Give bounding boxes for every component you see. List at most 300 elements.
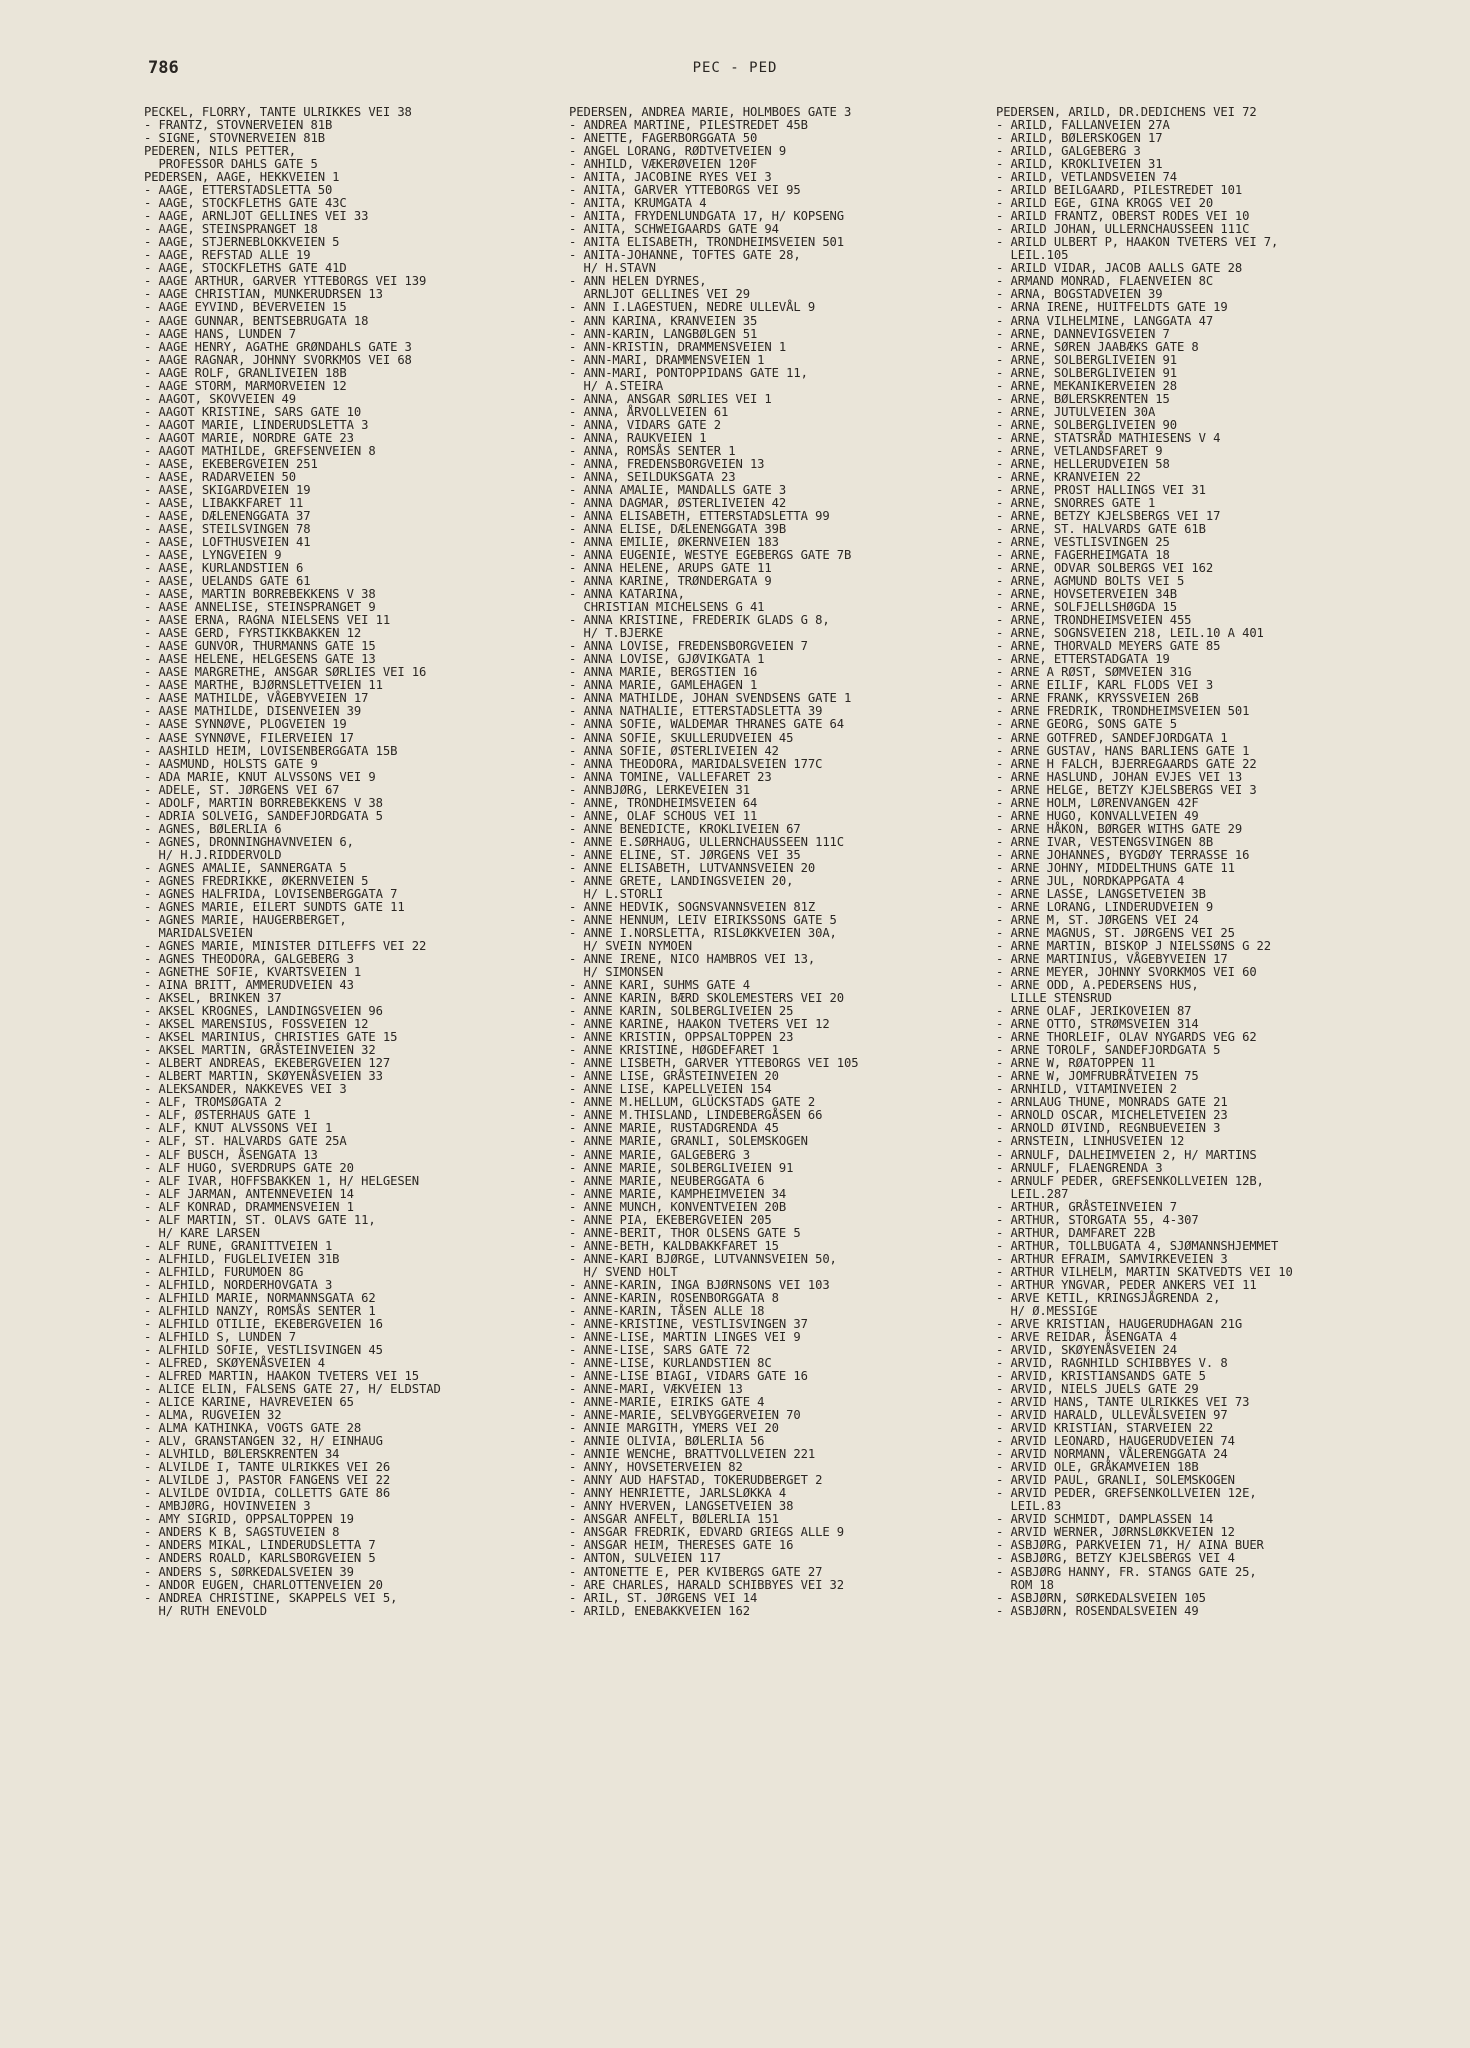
directory-entry: - ARNE, SOLBERGLIVEIEN 91 — [996, 365, 1177, 380]
directory-entry: PROFESSOR DAHLS GATE 5 — [144, 157, 318, 172]
directory-entry: - ARVID PAUL, GRANLI, SOLEMSKOGEN — [996, 1473, 1235, 1488]
directory-entry: - ANITA, FRYDENLUNDGATA 17, H/ KOPSENG — [569, 209, 845, 224]
directory-entry: - ANNE-LISE BIAGI, VIDARS GATE 16 — [569, 1369, 808, 1384]
directory-entry: - ARVE KETIL, KRINGSJÅGRENDA 2, — [996, 1290, 1221, 1305]
directory-entry: - ANNE LISE, GRÅSTEINVEIEN 20 — [569, 1069, 779, 1084]
directory-entry: - ARILD EGE, GINA KROGS VEI 20 — [996, 196, 1214, 211]
directory-entry: - ARNE, BETZY KJELSBERGS VEI 17 — [996, 508, 1221, 523]
directory-entry: - ARNE, FAGERHEIMGATA 18 — [996, 548, 1170, 563]
directory-entry: - ANNA AMALIE, MANDALLS GATE 3 — [569, 482, 787, 497]
directory-entry: - ANNE-KRISTINE, VESTLISVINGEN 37 — [569, 1316, 808, 1331]
directory-entry: - AASE ANNELISE, STEINSPRANGET 9 — [144, 600, 376, 615]
directory-entry: - ARILD JOHAN, ULLERNCHAUSSEEN 111C — [996, 222, 1250, 237]
directory-entry: - AAGE, STOCKFLETHS GATE 43C — [144, 196, 347, 211]
directory-entry: - ALF, TROMSØGATA 2 — [144, 1095, 282, 1110]
directory-entry: - ANNE-KARIN, TÅSEN ALLE 18 — [569, 1303, 765, 1318]
directory-entry: - ARTHUR YNGVAR, PEDER ANKERS VEI 11 — [996, 1277, 1257, 1292]
directory-entry: - ARNE EILIF, KARL FLODS VEI 3 — [996, 678, 1214, 693]
directory-entry: - AKSEL MARTIN, GRÅSTEINVEIEN 32 — [144, 1043, 376, 1058]
directory-entry: - ARNE, SØREN JAABÆKS GATE 8 — [996, 339, 1199, 354]
directory-entry: - ANN KARINA, KRANVEIEN 35 — [569, 313, 758, 328]
directory-entry: - ARNE LASSE, LANGSETVEIEN 3B — [996, 886, 1206, 901]
directory-entry: - AGNES, BØLERLIA 6 — [144, 821, 282, 836]
directory-entry: - AASE, EKEBERGVEIEN 251 — [144, 456, 318, 471]
directory-entry: PECKEL, FLORRY, TANTE ULRIKKES VEI 38 — [144, 106, 412, 119]
directory-entry: - ANNE MARIE, SOLBERGLIVEIEN 91 — [569, 1160, 794, 1175]
directory-entry: - ARNE MEYER, JOHNNY SVORKMOS VEI 60 — [996, 965, 1257, 980]
directory-entry: - ANN HELEN DYRNES, — [569, 274, 707, 289]
directory-entry: - ARILD ULBERT P, HAAKON TVETERS VEI 7, — [996, 235, 1279, 250]
directory-entry: - ARILD BEILGAARD, PILESTREDET 101 — [996, 183, 1243, 198]
directory-entry: - ALFHILD, NORDERHOVGATA 3 — [144, 1277, 333, 1292]
directory-entry: - ANNY HENRIETTE, JARLSLØKKA 4 — [569, 1486, 787, 1501]
directory-entry: - ALICE ELIN, FALSENS GATE 27, H/ ELDSTAD — [144, 1382, 441, 1397]
directory-entry: - ANNE M.THISLAND, LINDEBERGÅSEN 66 — [569, 1108, 823, 1123]
directory-entry: - ANNE, TRONDHEIMSVEIEN 64 — [569, 795, 758, 810]
directory-entry: - ANNE IRENE, NICO HAMBROS VEI 13, — [569, 952, 816, 967]
directory-entry: - AAGE, ETTERSTADSLETTA 50 — [144, 183, 333, 198]
directory-entry: - ANITA, GARVER YTTEBORGS VEI 95 — [569, 183, 801, 198]
directory-entry: - ARNE, TRONDHEIMSVEIEN 455 — [996, 613, 1192, 628]
directory-entry: - ANNA NATHALIE, ETTERSTADSLETTA 39 — [569, 704, 823, 719]
directory-entry: - ARNE, ST. HALVARDS GATE 61B — [996, 522, 1206, 536]
directory-entry: - ANNE-BETH, KALDBAKKFARET 15 — [569, 1238, 779, 1253]
directory-entry: PEDERSEN, ANDREA MARIE, HOLMBOES GATE 3 — [569, 106, 852, 119]
directory-entry: - ANN I.LAGESTUEN, NEDRE ULLEVÅL 9 — [569, 300, 816, 315]
directory-entry: - ANNE-KARIN, INGA BJØRNSONS VEI 103 — [569, 1277, 830, 1292]
directory-entry: - ANNE LISBETH, GARVER YTTEBORGS VEI 105 — [569, 1056, 859, 1071]
directory-entry: - AAGE CHRISTIAN, MUNKERUDRSEN 13 — [144, 287, 383, 302]
directory-entry: - ARNA VILHELMINE, LANGGATA 47 — [996, 313, 1214, 328]
directory-entry: - ANNE I.NORSLETTA, RISLØKKVEIEN 30A, — [569, 925, 837, 940]
directory-entry: - ARNE, KRANVEIEN 22 — [996, 469, 1141, 484]
directory-entry: H/ L.STORLI — [569, 886, 664, 901]
directory-entry: - ALF HUGO, SVERDRUPS GATE 20 — [144, 1160, 354, 1175]
directory-entry: - ANNE KARIN, SOLBERGLIVEIEN 25 — [569, 1004, 794, 1019]
directory-entry: - ARVID WERNER, JØRNSLØKKVEIEN 12 — [996, 1525, 1235, 1540]
directory-entry: - AGNES AMALIE, SANNERGATA 5 — [144, 860, 347, 875]
directory-entry: - ANNA LOVISE, FREDENSBORGVEIEN 7 — [569, 639, 808, 654]
directory-entry: - ANNE BENEDICTE, KROKLIVEIEN 67 — [569, 821, 801, 836]
directory-entry: - ANNA DAGMAR, ØSTERLIVEIEN 42 — [569, 495, 787, 510]
directory-entry: - ARNE JOHANNES, BYGDØY TERRASSE 16 — [996, 847, 1250, 862]
directory-entry: - ALVILDE OVIDIA, COLLETTS GATE 86 — [144, 1486, 391, 1501]
directory-entry: ROM 18 — [996, 1577, 1054, 1592]
directory-entry: LEIL.287 — [996, 1186, 1069, 1201]
directory-entry: - ALMA, RUGVEIEN 32 — [144, 1408, 282, 1423]
directory-entry: - ARILD VIDAR, JACOB AALLS GATE 28 — [996, 261, 1243, 276]
directory-entry: - ANNA, FREDENSBORGVEIEN 13 — [569, 456, 765, 471]
directory-entry: - AASE ERNA, RAGNA NIELSENS VEI 11 — [144, 613, 391, 628]
directory-entry: - ANNE-BERIT, THOR OLSENS GATE 5 — [569, 1225, 801, 1240]
directory-entry: - ANNE-KARIN, ROSENBORGGATA 8 — [569, 1290, 779, 1305]
directory-entry: - ANNE E.SØRHAUG, ULLERNCHAUSSEEN 111C — [569, 834, 845, 849]
directory-entry: - AMY SIGRID, OPPSALTOPPEN 19 — [144, 1512, 354, 1527]
directory-entry: H/ SVEIN NYMOEN — [569, 939, 693, 953]
directory-entry: - ADA MARIE, KNUT ALVSSONS VEI 9 — [144, 769, 376, 784]
directory-entry: - ANDERS K B, SAGSTUVEIEN 8 — [144, 1525, 340, 1540]
directory-entry: - ANNE-KARI BJØRGE, LUTVANNSVEIEN 50, — [569, 1251, 837, 1266]
directory-entry: - ANNA SOFIE, SKULLERUDVEIEN 45 — [569, 730, 794, 745]
directory-entry: - ARNE MAGNUS, ST. JØRGENS VEI 25 — [996, 925, 1235, 940]
directory-entry: - ANNA SOFIE, WALDEMAR THRANES GATE 64 — [569, 717, 845, 732]
directory-entry: PEDEREN, NILS PETTER, — [144, 144, 296, 159]
directory-entry: - ALF, ØSTERHAUS GATE 1 — [144, 1108, 311, 1123]
directory-entry: - ALFHILD S, LUNDEN 7 — [144, 1329, 296, 1344]
directory-entry: - ALF MARTIN, ST. OLAVS GATE 11, — [144, 1212, 376, 1227]
directory-entry: H/ T.BJERKE — [569, 626, 664, 641]
directory-entry: - ARNE ODD, A.PEDERSENS HUS, — [996, 978, 1199, 993]
directory-entry: - ANNE KARIN, BÆRD SKOLEMESTERS VEI 20 — [569, 991, 845, 1006]
directory-entry: - ARNULF, FLAENGRENDA 3 — [996, 1160, 1163, 1175]
directory-entry: H/ RUTH ENEVOLD — [144, 1603, 268, 1618]
page-header — [0, 58, 1470, 88]
directory-entry: - ARTHUR, TOLLBUGATA 4, SJØMANNSHJEMMET — [996, 1238, 1279, 1253]
directory-entry: - ALICE KARINE, HAVREVEIEN 65 — [144, 1395, 354, 1410]
directory-entry: - ASBJØRG, PARKVEIEN 71, H/ AINA BUER — [996, 1538, 1264, 1553]
directory-entry: - ANNA SOFIE, ØSTERLIVEIEN 42 — [569, 743, 779, 758]
directory-entry: - ADRIA SOLVEIG, SANDEFJORDGATA 5 — [144, 808, 383, 823]
directory-entry: - ARVID, RAGNHILD SCHIBBYES V. 8 — [996, 1356, 1228, 1370]
directory-entry: - ARVID PEDER, GREFSENKOLLVEIEN 12E, — [996, 1486, 1257, 1501]
directory-entry: - ANNA LOVISE, GJØVIKGATA 1 — [569, 652, 765, 667]
directory-entry: - FRANTZ, STOVNERVEIEN 81B — [144, 118, 333, 133]
directory-entry: - AGNES MARIE, HAUGERBERGET, — [144, 912, 347, 927]
directory-entry: H/ SIMONSEN — [569, 965, 664, 980]
directory-entry: - AASE MATHILDE, DISENVEIEN 39 — [144, 704, 362, 719]
directory-entry: - AKSEL MARENSIUS, FOSSVEIEN 12 — [144, 1017, 369, 1032]
directory-entry: - ARNE, DANNEVIGSVEIEN 7 — [996, 326, 1170, 341]
directory-entry: - ANTONETTE E, PER KVIBERGS GATE 27 — [569, 1564, 823, 1579]
directory-entry: - ARNE M, ST. JØRGENS VEI 24 — [996, 912, 1199, 927]
directory-entry: - ARNE, SOLBERGLIVEIEN 90 — [996, 417, 1177, 432]
directory-entry: - ARNE, SOLFJELLSHØGDA 15 — [996, 600, 1177, 615]
directory-entry: - ARILD, ENEBAKKVEIEN 162 — [569, 1603, 750, 1618]
directory-entry: H/ H.J.RIDDERVOLD — [144, 847, 282, 862]
directory-entry: - ANNY HVERVEN, LANGSETVEIEN 38 — [569, 1499, 794, 1514]
directory-entry: - ANHILD, VÆKERØVEIEN 120F — [569, 157, 758, 172]
directory-entry: - ALFRED MARTIN, HAAKON TVETERS VEI 15 — [144, 1369, 420, 1384]
directory-entry: - AGNES, DRONNINGHAVNVEIEN 6, — [144, 834, 354, 849]
directory-entry: - ANTON, SULVEIEN 117 — [569, 1551, 721, 1566]
directory-entry: - AKSEL KROGNES, LANDINGSVEIEN 96 — [144, 1004, 383, 1019]
directory-entry: H/ A.STEIRA — [569, 378, 664, 393]
directory-entry: - ARNE HUGO, KONVALLVEIEN 49 — [996, 808, 1199, 823]
directory-entry: - ARNE HOLM, LØRENVANGEN 42F — [996, 795, 1199, 810]
directory-entry: PEDERSEN, ARILD, DR.DEDICHENS VEI 72 — [996, 106, 1257, 119]
directory-entry: MARIDALSVEIEN — [144, 925, 253, 940]
directory-entry: - ANDREA CHRISTINE, SKAPPELS VEI 5, — [144, 1590, 398, 1605]
directory-entry: - ASBJØRN, ROSENDALSVEIEN 49 — [996, 1603, 1199, 1618]
directory-entry: - ANNA KATARINA, — [569, 587, 685, 602]
directory-entry: - AGNES FREDRIKKE, ØKERNVEIEN 5 — [144, 873, 369, 888]
directory-entry: - ANNA THEODORA, MARIDALSVEIEN 177C — [569, 756, 823, 771]
directory-entry: - ARNE IVAR, VESTENGSVINGEN 8B — [996, 834, 1214, 849]
directory-entry: - ANNE-MARIE, SELVBYGGERVEIEN 70 — [569, 1408, 801, 1423]
directory-entry: - ANSGAR FREDRIK, EDVARD GRIEGS ALLE 9 — [569, 1525, 845, 1540]
directory-entry: - SIGNE, STOVNERVEIEN 81B — [144, 131, 325, 146]
directory-entry: - ARVID, NIELS JUELS GATE 29 — [996, 1382, 1199, 1397]
directory-entry: - ARNE, STATSRÅD MATHIESENS V 4 — [996, 430, 1221, 445]
directory-entry: - ARVID HARALD, ULLEVÅLSVEIEN 97 — [996, 1408, 1228, 1423]
directory-entry: - ASBJØRN, SØRKEDALSVEIEN 105 — [996, 1590, 1206, 1605]
directory-entry: - ANNE HENNUM, LEIV EIRIKSSONS GATE 5 — [569, 912, 837, 927]
directory-entry: - ANNA HELENE, ARUPS GATE 11 — [569, 561, 772, 576]
directory-entry: - AAGE STORM, MARMORVEIEN 12 — [144, 378, 347, 393]
directory-entry: - ANNE KRISTIN, OPPSALTOPPEN 23 — [569, 1030, 794, 1045]
directory-entry: - ANNE HEDVIK, SOGNSVANNSVEIEN 81Z — [569, 899, 816, 914]
directory-entry: - AGNES HALFRIDA, LOVISENBERGGATA 7 — [144, 886, 398, 901]
directory-entry: - ALF, KNUT ALVSSONS VEI 1 — [144, 1121, 333, 1136]
directory-entry: - ARVID, SKØYENÅSVEIEN 24 — [996, 1342, 1177, 1357]
directory-entry: - ALF IVAR, HOFFSBAKKEN 1, H/ HELGESEN — [144, 1173, 420, 1188]
directory-entry: - ARNE HÅKON, BØRGER WITHS GATE 29 — [996, 821, 1243, 836]
directory-entry: - AASE, UELANDS GATE 61 — [144, 574, 311, 589]
directory-entry: - ANSGAR ANFELT, BØLERLIA 151 — [569, 1512, 779, 1527]
directory-entry: - AAGE, REFSTAD ALLE 19 — [144, 248, 311, 263]
directory-entry: ARNLJOT GELLINES VEI 29 — [569, 287, 750, 302]
directory-entry: - ARNE, HOVSETERVEIEN 34B — [996, 587, 1177, 602]
directory-entry: - ARNE OLAF, JERIKOVEIEN 87 — [996, 1004, 1192, 1019]
directory-entry: - ALVILDE J, PASTOR FANGENS VEI 22 — [144, 1473, 391, 1488]
directory-entry: - ANNE KARI, SUHMS GATE 4 — [569, 978, 750, 993]
directory-entry: - AKSEL MARINIUS, CHRISTIES GATE 15 — [144, 1030, 398, 1045]
directory-entry: LEIL.105 — [996, 248, 1069, 263]
directory-entry: - AASE, LYNGVEIEN 9 — [144, 548, 282, 563]
directory-entry: - ANDREA MARTINE, PILESTREDET 45B — [569, 118, 808, 133]
directory-entry: - ARNE W, RØATOPPEN 11 — [996, 1056, 1156, 1071]
directory-entry: - ARVID NORMANN, VÅLERENGGATA 24 — [996, 1447, 1228, 1462]
directory-entry: - ALVHILD, BØLERSKRENTEN 34 — [144, 1447, 340, 1462]
directory-entry: - ANETTE, FAGERBORGGATA 50 — [569, 131, 758, 146]
directory-entry: - ARNE, PROST HALLINGS VEI 31 — [996, 482, 1206, 497]
directory-entry: - ARNE OTTO, STRØMSVEIEN 314 — [996, 1017, 1199, 1032]
directory-entry: - AASHILD HEIM, LOVISENBERGGATA 15B — [144, 743, 398, 758]
directory-entry: - ARNE, MEKANIKERVEIEN 28 — [996, 378, 1177, 393]
directory-entry: - ARTHUR, STORGATA 55, 4-307 — [996, 1212, 1199, 1227]
directory-entry: - ANNE MARIE, GRANLI, SOLEMSKOGEN — [569, 1134, 808, 1149]
directory-entry: - ANITA-JOHANNE, TOFTES GATE 28, — [569, 248, 801, 263]
directory-entry: - ARNE HELGE, BETZY KJELSBERGS VEI 3 — [996, 782, 1257, 797]
directory-entry: H/ Ø.MESSIGE — [996, 1303, 1098, 1318]
directory-entry: - ARNE W, JOMFRUBRÅTVEIEN 75 — [996, 1069, 1199, 1084]
directory-entry: - ARNA IRENE, HUITFELDTS GATE 19 — [996, 300, 1228, 315]
directory-entry: - AGNES THEODORA, GALGEBERG 3 — [144, 952, 354, 967]
directory-entry: - ARNE, BØLERSKRENTEN 15 — [996, 391, 1170, 406]
directory-entry: - ALFHILD, FURUMOEN 8G — [144, 1264, 304, 1279]
directory-entry: - AASE SYNNØVE, FILERVEIEN 17 — [144, 730, 354, 745]
directory-entry: LEIL.83 — [996, 1499, 1062, 1514]
directory-entry: - ARNE, ODVAR SOLBERGS VEI 162 — [996, 561, 1214, 576]
directory-entry: - ANITA, SCHWEIGAARDS GATE 94 — [569, 222, 779, 237]
directory-entry: - ARTHUR, DAMFARET 22B — [996, 1225, 1156, 1240]
directory-entry: - ANNA KRISTINE, FREDERIK GLADS G 8, — [569, 613, 830, 628]
directory-entry: - ALFRED, SKØYENÅSVEIEN 4 — [144, 1356, 325, 1370]
directory-entry: - ANSGAR HEIM, THERESES GATE 16 — [569, 1538, 794, 1553]
directory-entry: - ARNE, SOGNSVEIEN 218, LEIL.10 A 401 — [996, 626, 1264, 641]
directory-entry: - AASE SYNNØVE, PLOGVEIEN 19 — [144, 717, 347, 732]
directory-entry: - ANNA EUGENIE, WESTYE EGEBERGS GATE 7B — [569, 548, 852, 563]
directory-entry: - ANNE GRETE, LANDINGSVEIEN 20, — [569, 873, 794, 888]
directory-entry: - AGNETHE SOFIE, KVARTSVEIEN 1 — [144, 965, 362, 980]
directory-entry: - ARNE MARTINIUS, VÅGEBYVEIEN 17 — [996, 952, 1228, 967]
running-head: PEC - PED — [692, 60, 778, 76]
directory-entry: - ANITA ELISABETH, TRONDHEIMSVEIEN 501 — [569, 235, 845, 250]
directory-entry: - ARVID OLE, GRÅKAMVEIEN 18B — [996, 1460, 1199, 1475]
directory-entry: - ANITA, KRUMGATA 4 — [569, 196, 707, 211]
directory-entry: - ARILD, VETLANDSVEIEN 74 — [996, 170, 1177, 185]
directory-entry: - ANNA MATHILDE, JOHAN SVENDSENS GATE 1 — [569, 691, 852, 706]
directory-entry: - AAGE EYVIND, BEVERVEIEN 15 — [144, 300, 347, 315]
directory-entry: - ANNA KARINE, TRØNDERGATA 9 — [569, 574, 772, 589]
directory-entry: - AAGE ARTHUR, GARVER YTTEBORGS VEI 139 — [144, 274, 427, 289]
directory-entry: - AGNES MARIE, MINISTER DITLEFFS VEI 22 — [144, 939, 427, 953]
directory-entry: - ARTHUR VILHELM, MARTIN SKATVEDTS VEI 10 — [996, 1264, 1293, 1279]
directory-entry: - ARNE GUSTAV, HANS BARLIENS GATE 1 — [996, 743, 1250, 758]
column-2 — [569, 106, 995, 1618]
directory-entry: - ANNE KARINE, HAAKON TVETERS VEI 12 — [569, 1017, 830, 1032]
directory-entry: - ASBJØRG HANNY, FR. STANGS GATE 25, — [996, 1564, 1257, 1579]
directory-entry: - ASBJØRG, BETZY KJELSBERGS VEI 4 — [996, 1551, 1235, 1566]
directory-entry: - ARNE, VETLANDSFARET 9 — [996, 443, 1163, 458]
directory-entry: - AAGE HANS, LUNDEN 7 — [144, 326, 296, 341]
directory-entry: - ANNE MARIE, NEUBERGGATA 6 — [569, 1173, 765, 1188]
column-1 — [144, 106, 570, 1618]
directory-entry: - ANNIE OLIVIA, BØLERLIA 56 — [569, 1434, 765, 1449]
directory-entry: - AASE MARTHE, BJØRNSLETTVEIEN 11 — [144, 678, 383, 693]
directory-entry: - ALF RUNE, GRANITTVEIEN 1 — [144, 1238, 333, 1253]
directory-entry: - ARNULF, DALHEIMVEIEN 2, H/ MARTINS — [996, 1147, 1257, 1162]
directory-entry: - ARTHUR EFRAIM, SAMVIRKEVEIEN 3 — [996, 1251, 1228, 1266]
directory-entry: - ANNA, ANSGAR SØRLIES VEI 1 — [569, 391, 772, 406]
directory-entry: - ANNE MUNCH, KONVENTVEIEN 20B — [569, 1199, 787, 1214]
directory-entry: - ARVID HANS, TANTE ULRIKKES VEI 73 — [996, 1395, 1250, 1410]
directory-entry: - AASE, LIBAKKFARET 11 — [144, 495, 304, 510]
directory-entry: - AAGE GUNNAR, BENTSEBRUGATA 18 — [144, 313, 369, 328]
directory-entry: - ALFHILD NANZY, ROMSÅS SENTER 1 — [144, 1303, 376, 1318]
directory-entry: - ALBERT MARTIN, SKØYENÅSVEIEN 33 — [144, 1069, 383, 1084]
directory-entry: - ANNA MARIE, GAMLEHAGEN 1 — [569, 678, 758, 693]
directory-entry: - AASMUND, HOLSTS GATE 9 — [144, 756, 318, 771]
directory-entry: - ARNSTEIN, LINHUSVEIEN 12 — [996, 1134, 1185, 1149]
directory-entry: - ANDERS ROALD, KARLSBORGVEIEN 5 — [144, 1551, 376, 1566]
directory-entry: - ARNE FRANK, KRYSSVEIEN 26B — [996, 691, 1199, 706]
directory-entry: - ARVID LEONARD, HAUGERUDVEIEN 74 — [996, 1434, 1235, 1449]
directory-entry: - ADELE, ST. JØRGENS VEI 67 — [144, 782, 340, 797]
directory-entry: - ARIL, ST. JØRGENS VEI 14 — [569, 1590, 758, 1605]
directory-entry: - ANNE-MARIE, EIRIKS GATE 4 — [569, 1395, 765, 1410]
directory-entry: - AASE GERD, FYRSTIKKBAKKEN 12 — [144, 626, 362, 641]
directory-entry: - ARE CHARLES, HARALD SCHIBBYES VEI 32 — [569, 1577, 845, 1592]
directory-entry: - ANNE ELINE, ST. JØRGENS VEI 35 — [569, 847, 801, 862]
directory-entry: - ANNBJØRG, LERKEVEIEN 31 — [569, 782, 750, 797]
directory-entry: - ANNA, RAUKVEIEN 1 — [569, 430, 707, 445]
directory-entry: - AASE MARGRETHE, ANSGAR SØRLIES VEI 16 — [144, 665, 427, 680]
directory-entry: - AAGE, ARNLJOT GELLINES VEI 33 — [144, 209, 369, 224]
directory-entry: - ANN-KARIN, LANGBØLGEN 51 — [569, 326, 758, 341]
directory-entry: - ANNA, ÅRVOLLVEIEN 61 — [569, 404, 729, 419]
directory-entry: - ARNE HASLUND, JOHAN EVJES VEI 13 — [996, 769, 1243, 784]
directory-entry: - ARILD, BØLERSKOGEN 17 — [996, 131, 1163, 146]
directory-entry: - ANNA, ROMSÅS SENTER 1 — [569, 443, 736, 458]
directory-entry: - AASE, LOFTHUSVEIEN 41 — [144, 535, 311, 550]
directory-entry: - ANNE MARIE, GALGEBERG 3 — [569, 1147, 750, 1162]
directory-entry: - ANNA ELISE, DÆLENENGGATA 39B — [569, 522, 787, 536]
directory-entry: - ALVILDE I, TANTE ULRIKKES VEI 26 — [144, 1460, 391, 1475]
directory-entry: - ARNE, HELLERUDVEIEN 58 — [996, 456, 1170, 471]
directory-entry: - ANNE PIA, EKEBERGVEIEN 205 — [569, 1212, 772, 1227]
directory-entry: - ANNY, HOVSETERVEIEN 82 — [569, 1460, 743, 1475]
directory-entry: - ARVE REIDAR, ÅSENGATA 4 — [996, 1329, 1177, 1344]
directory-entry: - ANNE-LISE, KURLANDSTIEN 8C — [569, 1356, 772, 1370]
directory-entry: - ANNE M.HELLUM, GLÜCKSTADS GATE 2 — [569, 1095, 816, 1110]
directory-entry: - ARNLAUG THUNE, MONRADS GATE 21 — [996, 1095, 1228, 1110]
directory-entry: - ARNULF PEDER, GREFSENKOLLVEIEN 12B, — [996, 1173, 1264, 1188]
directory-entry: - ARVID SCHMIDT, DAMPLASSEN 14 — [996, 1512, 1214, 1527]
directory-entry: - ARNE, VESTLISVINGEN 25 — [996, 535, 1170, 550]
directory-entry: - AASE GUNVOR, THURMANNS GATE 15 — [144, 639, 376, 654]
directory-entry: - AASE, RADARVEIEN 50 — [144, 469, 296, 484]
directory-entry: - ANNIE WENCHE, BRATTVOLLVEIEN 221 — [569, 1447, 816, 1462]
directory-entry: - AAGE RAGNAR, JOHNNY SVORKMOS VEI 68 — [144, 352, 412, 367]
directory-entry: - ARMAND MONRAD, FLAENVEIEN 8C — [996, 274, 1214, 289]
directory-entry: PEDERSEN, AAGE, HEKKVEIEN 1 — [144, 170, 340, 185]
directory-entry: - AASE, MARTIN BORREBEKKENS V 38 — [144, 587, 376, 602]
directory-entry: - ARNE, THORVALD MEYERS GATE 85 — [996, 639, 1221, 654]
directory-entry: - ANITA, JACOBINE RYES VEI 3 — [569, 170, 772, 185]
directory-entry: - AINA BRITT, AMMERUDVEIEN 43 — [144, 978, 354, 993]
page-number: 786 — [148, 58, 179, 78]
directory-entry: - ARVE KRISTIAN, HAUGERUDHAGAN 21G — [996, 1316, 1243, 1331]
directory-entry: - ARNE THORLEIF, OLAV NYGARDS VEG 62 — [996, 1030, 1257, 1045]
directory-entry: - AASE, STEILSVINGEN 78 — [144, 522, 311, 536]
directory-entry: - ARILD, GALGEBERG 3 — [996, 144, 1141, 159]
directory-entry: - ALMA KATHINKA, VOGTS GATE 28 — [144, 1421, 362, 1436]
directory-entry: H/ SVEND HOLT — [569, 1264, 678, 1279]
directory-entry: - ALFHILD, FUGLELIVEIEN 31B — [144, 1251, 340, 1266]
directory-entry: - ANN-MARI, PONTOPPIDANS GATE 11, — [569, 365, 808, 380]
directory-entry: - AASE, SKIGARDVEIEN 19 — [144, 482, 311, 497]
directory-entry: - ARNE A RØST, SØMVEIEN 31G — [996, 665, 1192, 680]
directory-entry: - ARTHUR, GRÅSTEINVEIEN 7 — [996, 1199, 1177, 1214]
directory-entry: - ANDERS MIKAL, LINDERUDSLETTA 7 — [144, 1538, 376, 1553]
directory-entry: - ARNOLD ØIVIND, REGNBUEVEIEN 3 — [996, 1121, 1221, 1136]
directory-entry: - ARNA, BOGSTADVEIEN 39 — [996, 287, 1163, 302]
directory-entry: - AAGE, STOCKFLETHS GATE 41D — [144, 261, 347, 276]
directory-entry: - AAGOT MATHILDE, GREFSENVEIEN 8 — [144, 443, 376, 458]
directory-entry: - ANNIE MARGITH, YMERS VEI 20 — [569, 1421, 779, 1436]
directory-entry: - ARNE GOTFRED, SANDEFJORDGATA 1 — [996, 730, 1228, 745]
directory-entry: - ANNE LISE, KAPELLVEIEN 154 — [569, 1082, 772, 1097]
directory-entry: - ALFHILD OTILIE, EKEBERGVEIEN 16 — [144, 1316, 383, 1331]
directory-entry: - ANGEL LORANG, RØDTVETVEIEN 9 — [569, 144, 787, 159]
directory-entry: - ADOLF, MARTIN BORREBEKKENS V 38 — [144, 795, 383, 810]
directory-entry: - ARNE LORANG, LINDERUDVEIEN 9 — [996, 899, 1214, 914]
directory-entry: - ANNE ELISABETH, LUTVANNSVEIEN 20 — [569, 860, 816, 875]
directory-entry: - ARNE MARTIN, BISKOP J NIELSSØNS G 22 — [996, 939, 1272, 953]
directory-entry: - AMBJØRG, HOVINVEIEN 3 — [144, 1499, 311, 1514]
directory-entry: - ARNE, SNORRES GATE 1 — [996, 495, 1156, 510]
directory-entry: - AASE, DÆLENENGGATA 37 — [144, 508, 311, 523]
directory-entry: - ARNE TOROLF, SANDEFJORDGATA 5 — [996, 1043, 1221, 1058]
directory-entry: - AASE HELENE, HELGESENS GATE 13 — [144, 652, 376, 667]
directory-entry: - ANNE-LISE, MARTIN LINGES VEI 9 — [569, 1329, 801, 1344]
directory-entry: - ANNA MARIE, BERGSTIEN 16 — [569, 665, 758, 680]
directory-entry: - ARNE JUL, NORDKAPPGATA 4 — [996, 873, 1185, 888]
directory-entry: - ALF JARMAN, ANTENNEVEIEN 14 — [144, 1186, 354, 1201]
directory-entry: - ANNA TOMINE, VALLEFARET 23 — [569, 769, 772, 784]
directory-entry: - AAGOT MARIE, LINDERUDSLETTA 3 — [144, 417, 369, 432]
